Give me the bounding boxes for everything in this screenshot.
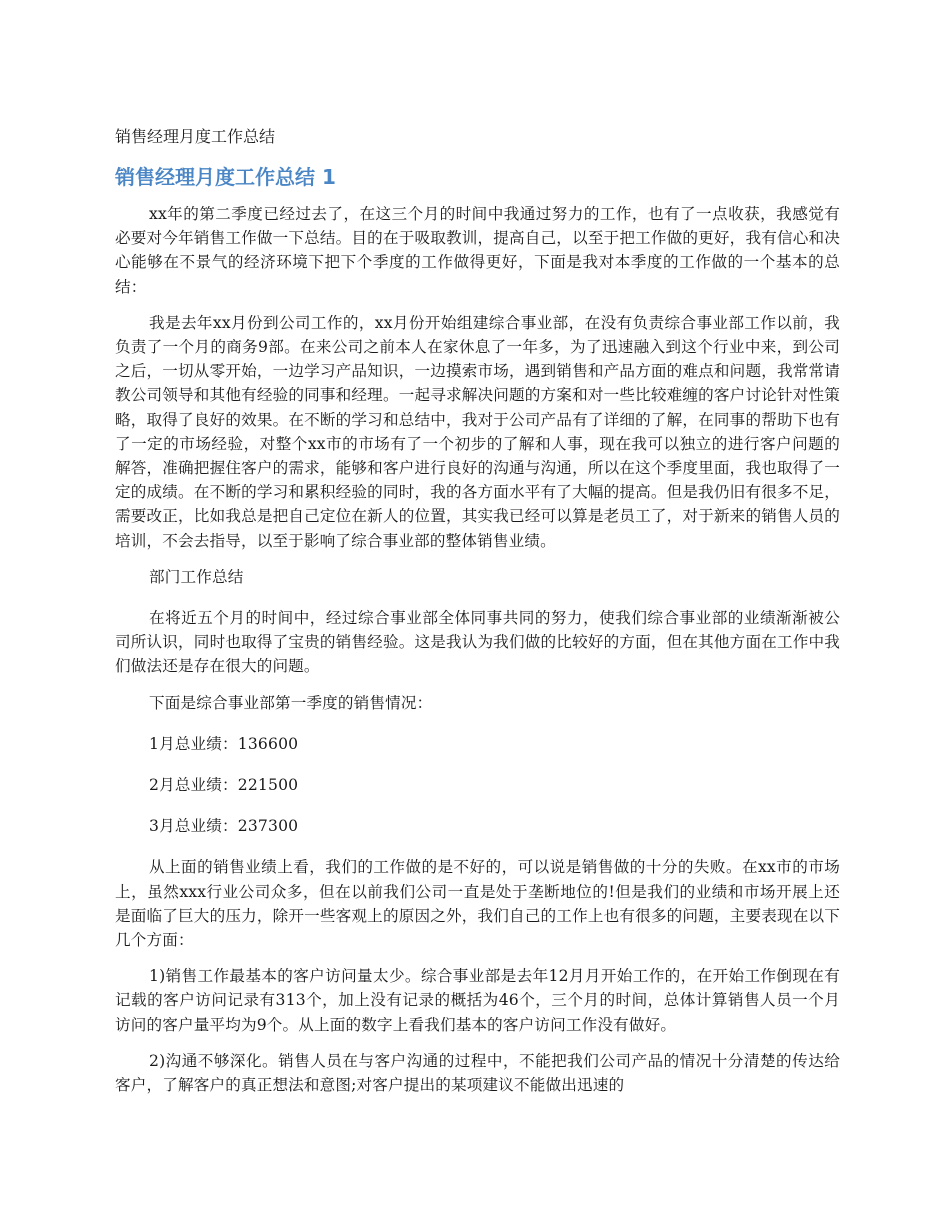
paragraph-department-heading: 部门工作总结 <box>149 567 244 586</box>
sales-month-1: 1月总业绩：136600 <box>149 734 299 753</box>
section-heading: 销售经理月度工作总结 1 <box>115 165 336 189</box>
paragraph-analysis: 从上面的销售业绩上看，我们的工作做的是不好的，可以说是销售做的十分的失败。在xx市的市场上，虽然xxx行业公司众多，但在以前我们公司一直是处于垄断地位的!但是我们的业绩和市场开展上还是面临了巨大的压力，除开一些客观上的原因之外，我们自己的工作上也有很多的问题，主要表现在以下几个方面： <box>115 858 840 950</box>
paragraph-issue-1: 1)销售工作最基本的客户访问量太少。综合事业部是去年12月月开始工作的，在开始工作倒现在有记载的客户访问记录有313个，加上没有记录的概括为46个，三个月的时间，总体计算销售人员一个月访问的客户量平均为9个。从上面的数字上看我们基本的客户访问工作没有做好。 <box>115 967 840 1034</box>
paragraph-issue-2: 2)沟通不够深化。销售人员在与客户沟通的过程中，不能把我们公司产品的情况十分清楚的传达给客户，了解客户的真正想法和意图;对客户提出的某项建议不能做出迅速的 <box>115 1051 840 1095</box>
sales-month-2: 2月总业绩：221500 <box>149 776 299 795</box>
paragraph-department-summary: 在将近五个月的时间中，经过综合事业部全体同事共同的努力，使我们综合事业部的业绩渐渐被公司所认识，同时也取得了宝贵的销售经验。这是我认为我们做的比较好的方面，但在其他方面在工作中我们做法还是存在很大的问题。 <box>115 609 840 676</box>
paragraph-personal-summary: 我是去年xx月份到公司工作的，xx月份开始组建综合事业部，在没有负责综合事业部工作以前，我负责了一个月的商务9部。在来公司之前本人在家休息了一年多，为了迅速融入到这个行业中来，到公司之后，一切从零开始，一边学习产品知识，一边摸索市场，遇到销售和产品方面的难点和问题，我常常请教公司领导和其他有经验的同事和经理。一起寻求解决问题的方案和对一些比较难缠的客户讨论针对性策略，取得了良好的效果。在不断的学习和总结中，我对于公司产品有了详细的了解，在同事的帮助下也有了一定的市场经验，对整个xx市的市场有了一个初步的了解和人事，现在我可以独立的进行客户问题的解答，准确把握住客户的需求，能够和客户进行良好的沟通与沟通，所以在这个季度里面，我也取得了一定的成绩。在不断的学习和累积经验的同时，我的各方面水平有了大幅的提高。但是我仍旧有很多不足，需要改正，比如我总是把自己定位在新人的位置，其实我已经可以算是老员工了，对于新来的销售人员的培训，不会去指导，以至于影响了综合事业部的整体销售业绩。 <box>115 313 840 550</box>
paragraph-sales-intro: 下面是综合事业部第一季度的销售情况： <box>149 693 433 712</box>
document-body <box>115 202 840 1109</box>
sales-month-3: 3月总业绩：237300 <box>149 817 299 836</box>
document-title: 销售经理月度工作总结 <box>115 127 276 146</box>
paragraph-intro: xx年的第二季度已经过去了，在这三个月的时间中我通过努力的工作，也有了一点收获，我感觉有必要对今年销售工作做一下总结。目的在于吸取教训，提高自己，以至于把工作做的更好，我有信心和决心能够在不景气的经济环境下把下个季度的工作做得更好，下面是我对本季度的工作做的一个基本的总结： <box>115 205 840 296</box>
